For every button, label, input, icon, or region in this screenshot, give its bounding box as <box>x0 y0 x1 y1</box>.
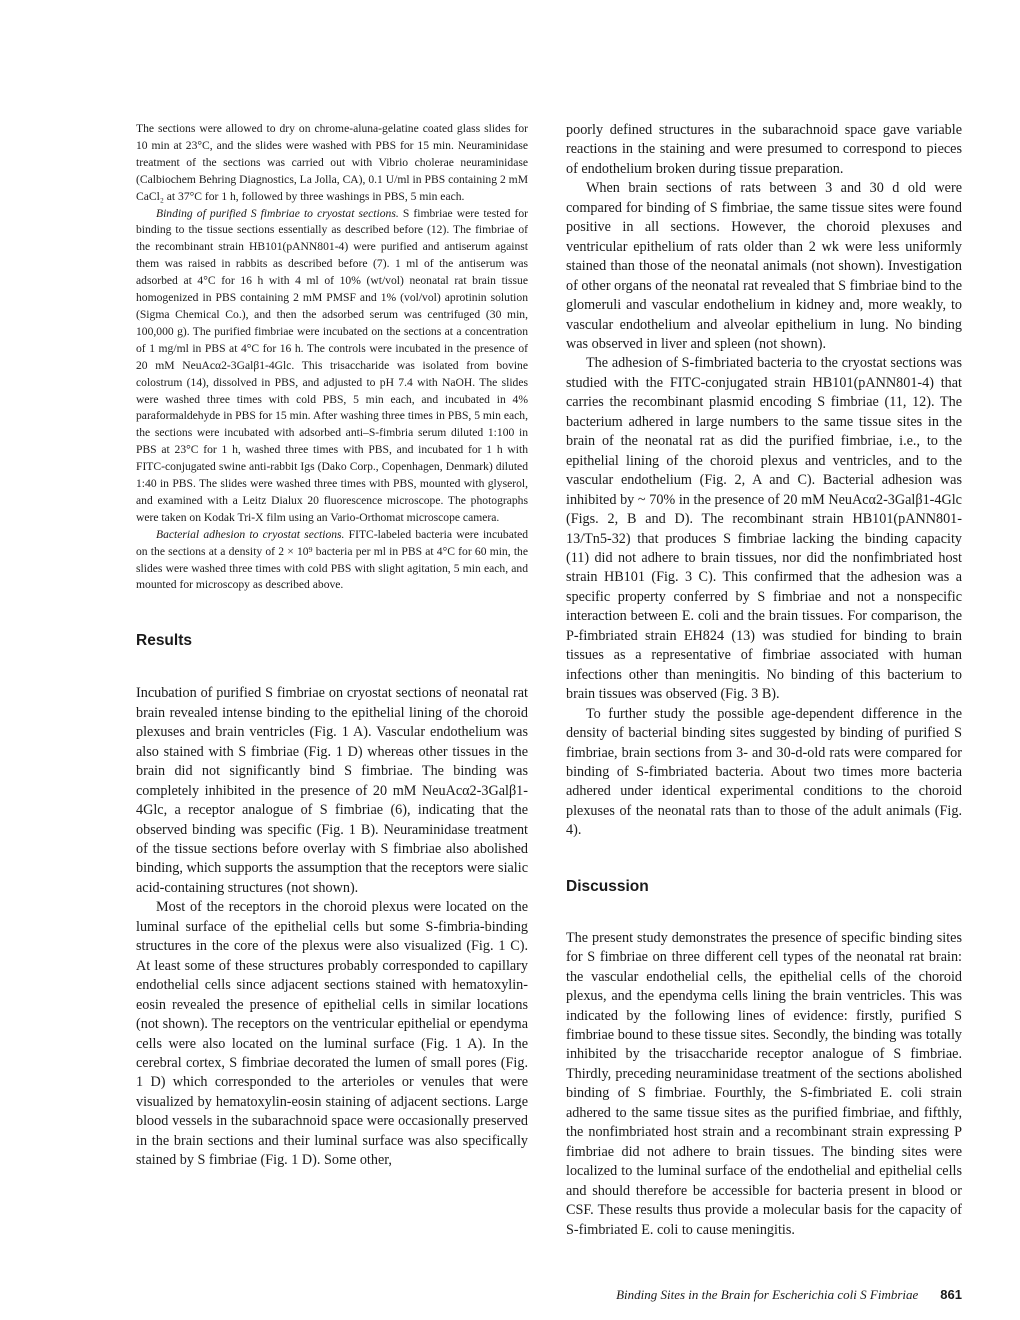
results-paragraph: Incubation of purified S fimbriae on cryostat sections of neonatal rat brain revealed intense binding to the epithelial lining of the choroid plexuses and brain ventricles (Fig. 1 A). Vascular endothelium was also stained with S fimbriae (Fig. 1 D) whereas other tissues in the brain did not significantly bind S fimbriae. The binding was completely inhibited in the presence of 20 mM NeuAcα2-3Galβ1-4Glc, a receptor analogue of S fimbriae (6), indicating that the observed binding was specific (Fig. 1 B). Neuraminidase treatment of the tissue sections before overlay with S fimbriae also abolished binding, which supports the assumption that the receptors were sialic acid-containing structures (not shown). <box>136 685 528 896</box>
results-paragraph: To further study the possible age-dependent difference in the density of bacterial binding sites suggested by binding of purified S fimbriae, brain sections from 3- and 30-d-old rats were compared for binding of S-fimbriated bacteria. About two times more bacteria adhered under identical experimental conditions to the choroid plexuses of the neonatal rats than to those of the adult animals (Fig. 4). <box>566 705 962 839</box>
subsection-title: Bacterial adhesion to cryostat sections. <box>156 527 345 541</box>
methods-paragraph: The sections were allowed to dry on chrome-aluna-gelatine coated glass slides for 10 min at 23°C, and the slides were washed with PBS for 15 min. Neuraminidase treatment of the sections was carried out with Vibrio cholerae neuraminidase (Calbiochem Behring Diagnostics, La Jolla, CA), 0.1 U/ml in PBS containing 2 mM CaCl₂ at 37°C for 1 h, followed by three washings in PBS, 5 min each. <box>136 122 528 203</box>
page-footer <box>520 1287 962 1303</box>
page-number: 861 <box>940 1287 962 1302</box>
results-paragraph: The adhesion of S-fimbriated bacteria to the cryostat sections was studied with the FITC-conjugated strain HB101(pANN801-4) that carries the recombinant plasmid encoding S fimbriae (11, 12). The bacterium adhered in large numbers to the same tissue sites in the brain of the neonatal rat as did the purified fimbriae, i.e., to the epithelial lining of the choroid plexus and ventricles, and to the vascular endothelium (Fig. 2, A and C). Bacterial adhesion was inhibited by ~ 70% in the presence of 20 mM NeuAcα2-3Galβ1-4Glc (Figs. 2, B and D). The recombinant strain HB101(pANN801-13/Tn5-32) that produces S fimbriae lacking the binding capacity (11) did not adhere to brain tissues, nor did the nonfimbriated host strain HB101 (Fig. 3 C). This confirmed that the adhesion was a specific property conferred by S fimbriae and not a nonspecific interaction between E. coli and the brain tissues. For comparison, the P-fimbriated strain EH824 (13) was studied for binding to brain tissues as a representative of fimbriae associated with human infections other than meningitis. No binding of this bacterium to brain tissues was observed (Fig. 3 B). <box>566 355 962 703</box>
subsection-title: Binding of purified S fimbriae to cryostat sections. <box>156 206 399 220</box>
results-paragraph: When brain sections of rats between 3 and 30 d old were compared for binding of S fimbriae, the same tissue sites were found positive in all sections. However, the choroid plexuses and ventricular epithelium of rats older than 2 wk were less uniformly stained than those of the neonatal animals (not shown). Investigation of other organs of the neonatal rat revealed that S fimbriae bind to the glomeruli and vascular endothelium in kidney and, more weakly, to vascular endothelium and alveolar epithelium in lung. No binding was observed in liver and spleen (not shown). <box>566 180 962 352</box>
discussion-paragraph: The present study demonstrates the presence of specific binding sites for S fimbriae on three different cell types of the neonatal rat brain: the vascular endothelial cells, the epithelial cells of the choroid plexus, and the ependyma cells lining the brain ventricles. This was indicated by the following lines of evidence: firstly, purified S fimbriae bound to these tissue sites. Secondly, the binding was totally inhibited by the trisaccharide receptor analogue of S fimbriae. Thirdly, preceding neuraminidase treatment of the sections abolished binding of S fimbriae. Fourthly, the S-fimbriated E. coli strain adhered to the same tissue sites as the purified fimbriae, and fifthly, the nonfimbriated host strain and a recombinant strain expressing P fimbriae did not adhere to brain tissues. The binding sites were localized to the luminal surface of the endothelial and epithelial cells and should therefore be accessible for bacteria present in blood or CSF. These results thus provide a molecular basis for the capacity of S-fimbriated E. coli to cause meningitis. <box>566 929 962 1238</box>
methods-paragraph <box>136 206 528 527</box>
paragraph-body: FITC-labeled bacteria were incubated on the sections at a density of 2 × 10⁹ bacteria per ml in PBS at 4°C for 60 min, the slides were washed three times with cold PBS with slight agitation, 5 min each, and mounted for microscopy as described above. <box>136 527 529 592</box>
discussion-heading: Discussion <box>566 877 649 895</box>
results-heading: Results <box>136 632 192 650</box>
running-title: Binding Sites in the Brain for Escherichia coli S Fimbriae <box>616 1287 919 1302</box>
right-column <box>566 121 962 1240</box>
left-column <box>136 121 528 1171</box>
paragraph-body: S fimbriae were tested for binding to the tissue sections essentially as described before (12). The fimbriae of the recombinant strain HB101(pANN801-4) were purified and antiserum against them was raised in rabbits as described before (7). 1 ml of the antiserum was adsorbed at 4°C for 16 h with 4 ml of 10% (wt/vol) neonatal rat brain tissue homogenized in PBS containing 2 mM PMSF and 1% (vol/vol) aprotinin solution (Sigma Chemical Co.), and then the adsorbed serum was centrifuged (30 min, 100,000 g). The purified fimbriae were incubated on the sections at a concentration of 1 mg/ml in PBS at 4°C for 16 h. The controls were incubated in the presence of 20 mM NeuAcα2-3Galβ1-4Glc. This trisaccharide was isolated from bovine colostrum (14), dissolved in PBS, and adjusted to pH 7.4 with NaOH. The slides were washed three times with cold PBS, 5 min each, and incubated in 4% paraformaldehyde in PBS for 15 min. After washing three times in PBS, 5 min each, the sections were incubated with adsorbed anti–S-fimbria serum diluted 1:100 in PBS at 23°C for 1 h, washed three times with PBS, and incubated for 1 h with FITC-conjugated swine anti-rabbit Igs (Dako Corp., Copenhagen, Denmark) diluted 1:40 in PBS. The slides were washed three times with PBS, mounted with glyserol, and examined with a Leitz Dialux 20 fluorescence microscope. The photographs were taken on Kodak Tri-X film using an Vario-Orthomat microscope camera. <box>136 206 529 524</box>
methods-paragraph <box>136 527 528 595</box>
results-paragraph: Most of the receptors in the choroid plexus were located on the luminal surface of the epithelial cells but some S-fimbria-binding structures in the core of the plexus were also visualized (Fig. 1 C). At least some of these structures probably corresponded to capillary endothelial cells since adjacent sections stained with hematoxylin-eosin revealed the presence of epithelial cells in similar locations (not shown). The receptors on the ventricular epithelial or ependyma cells were also located on the luminal surface (Fig. 1 A). In the cerebral cortex, S fimbriae decorated the lumen of small pores (Fig. 1 D) which corresponded to the arterioles or venules that were visualized by hematoxylin-eosin staining of adjacent sections. Large blood vessels in the subarachnoid space were occasionally preserved in the brain sections and their luminal surface was also specifically stained by S fimbriae (Fig. 1 D). Some other, <box>136 899 528 1169</box>
results-paragraph-continued: poorly defined structures in the subarachnoid space gave variable reactions in the staining and were presumed to correspond to pieces of endothelium broken during tissue preparation. <box>566 122 962 177</box>
